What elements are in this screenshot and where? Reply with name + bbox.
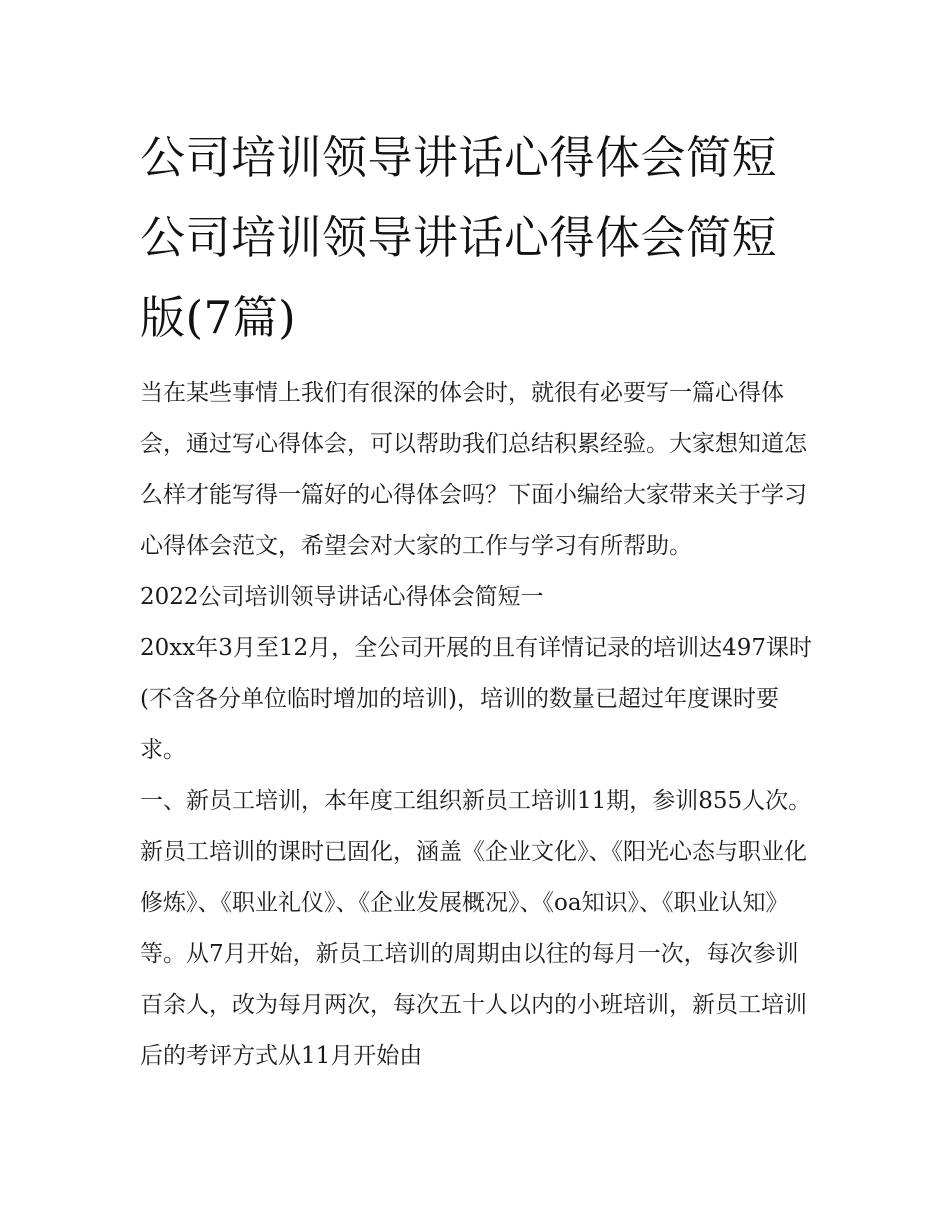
document-title: 公司培训领导讲话心得体会简短 公司培训领导讲话心得体会简短版(7篇): [140, 131, 778, 344]
body-paragraph: 20xx年3月至12月，全公司开展的且有详情记录的培训达497课时(不含各分单位临时增加的培训)，培训的数量已超过年度课时要求。: [140, 635, 813, 763]
section-heading: 2022公司培训领导讲话心得体会简短一: [140, 584, 544, 610]
intro-paragraph: 当在某些事情上我们有很深的体会时，就很有必要写一篇心得体会，通过写心得体会，可以帮助我们总结积累经验。大家想知道怎么样才能写得一篇好的心得体会吗？下面小编给大家带来关于学习心得体会范文，希望会对大家的工作与学习有所帮助。: [140, 380, 807, 559]
document-body: [140, 118, 812, 1082]
body-paragraph: 一、新员工培训，本年度工组织新员工培训11期，参训855人次。新员工培训的课时已固化，涵盖《企业文化》、《阳光心态与职业化修炼》、《职业礼仪》、《企业发展概况》、《oa知识》、《职业认知》等。从7月开始，新员工培训的周期由以往的每月一次，每次参训百余人，改为每月两次，每次五十人以内的小班培训，新员工培训后的考评方式从11月开始由: [140, 788, 812, 1069]
